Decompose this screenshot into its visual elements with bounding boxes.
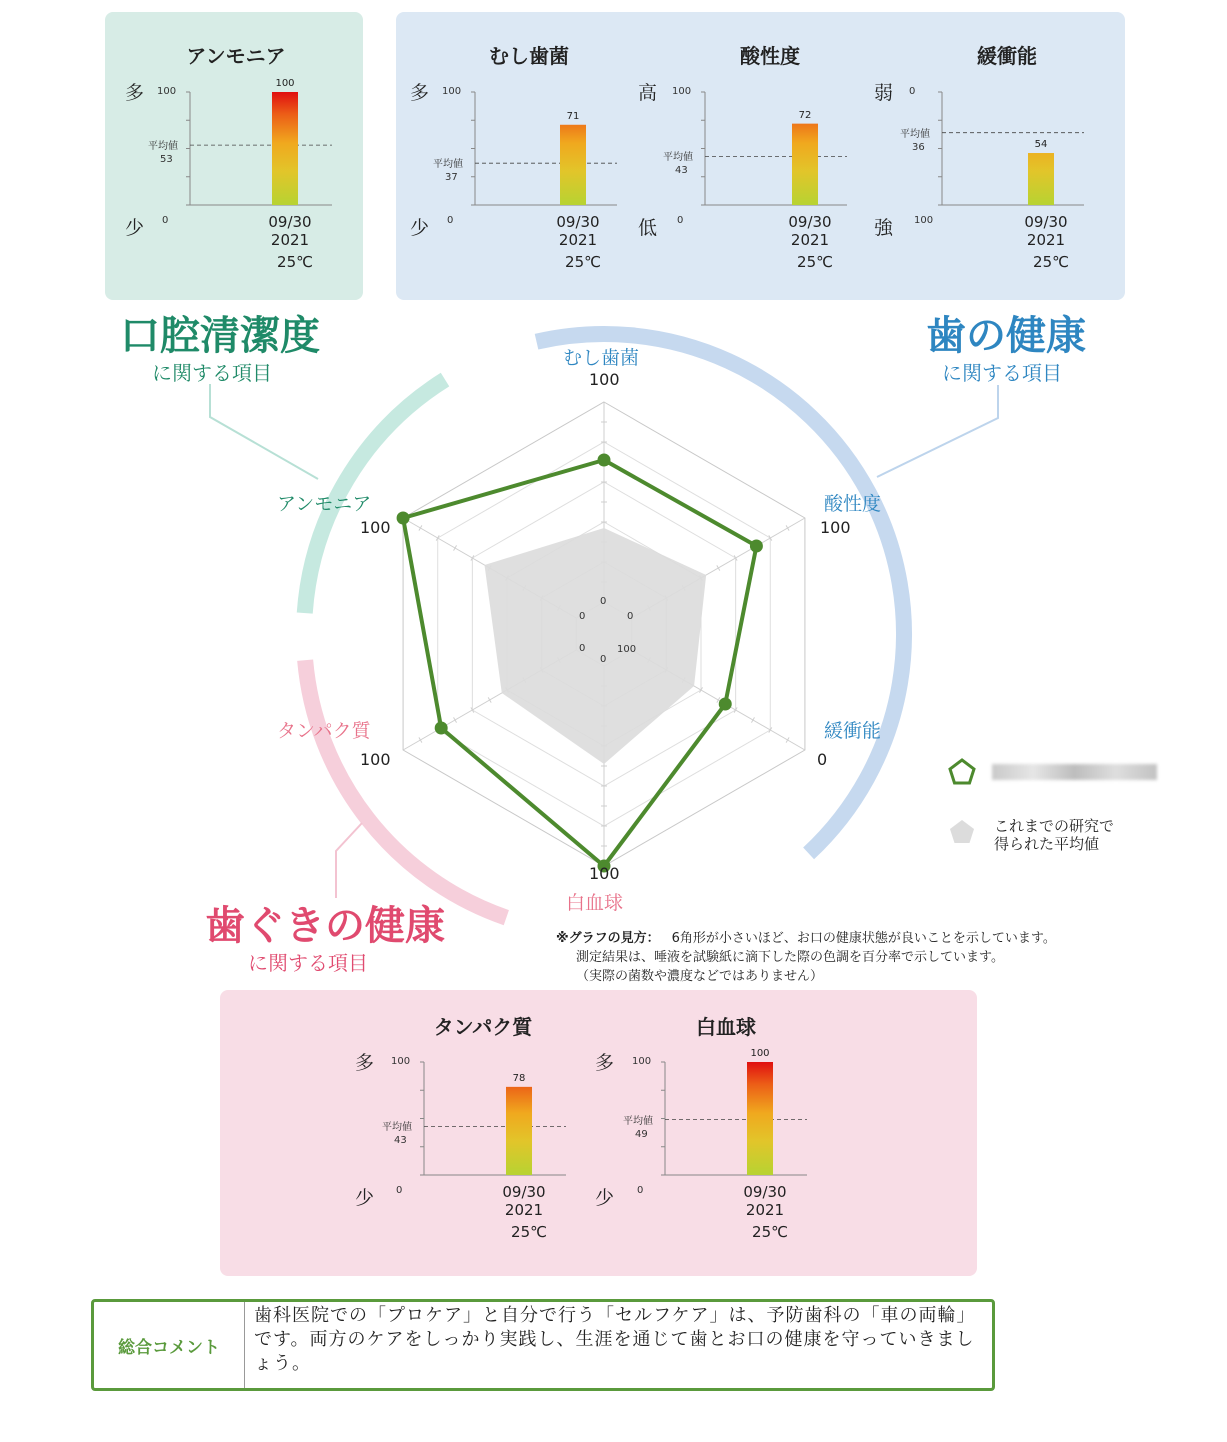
mini-bottom-tick-buffer: 100 (914, 215, 934, 226)
mini-title-caries: むし歯菌 (489, 44, 569, 68)
connector-oral (210, 384, 318, 479)
mini-title-protein: タンパク質 (433, 1015, 533, 1039)
axis-outer-protein: 100 (360, 750, 391, 769)
radar-spoke-tick (419, 737, 422, 742)
mini-date-line1: 09/30 (788, 213, 832, 231)
mini-bottom-tick-caries: 0 (447, 215, 454, 226)
axis-inner-ammonia: 0 (579, 611, 586, 622)
mini-top-word-ammonia: 多 (125, 82, 145, 104)
teeth-group-title: 歯の健康 (926, 313, 1086, 359)
mini-top-tick-ammonia: 100 (157, 86, 177, 97)
legend-current-label-redacted (992, 764, 1157, 780)
radar-point-0 (598, 454, 611, 467)
connector-gum (336, 823, 362, 898)
legend-average-label (994, 817, 1114, 853)
mini-temp-protein: 25℃ (511, 1223, 547, 1241)
mini-date-wbc (725, 1183, 805, 1219)
radar-spoke-tick (488, 697, 491, 702)
mini-value-caries: 71 (566, 110, 580, 122)
axis-inner-protein: 0 (579, 643, 586, 654)
mini-avg-value-wbc: 49 (635, 1128, 648, 1140)
axis-label-acidity: 酸性度 (824, 493, 882, 515)
radar-spoke-tick (786, 737, 789, 742)
axis-inner-acidity: 0 (627, 611, 634, 622)
teeth-group-subtitle: に関する項目 (942, 361, 1062, 385)
mini-temp-buffer: 25℃ (1033, 253, 1069, 271)
connector-teeth (877, 385, 998, 477)
mini-avg-label-ammonia: 平均値 (148, 141, 178, 153)
mini-bottom-tick-wbc: 0 (637, 1185, 644, 1196)
axis-label-wbc: 白血球 (566, 892, 624, 914)
axis-label-ammonia: アンモニア (277, 493, 372, 515)
radar-point-1 (750, 540, 763, 553)
mini-date-line2: 2021 (270, 231, 310, 249)
axis-label-protein: タンパク質 (277, 720, 371, 742)
axis-inner-caries: 0 (600, 596, 607, 607)
radar-spoke-tick (454, 545, 457, 550)
note-line1: 6角形が小さいほど、お口の健康状態が良いことを示しています。 (671, 931, 1056, 946)
axis-inner-wbc: 0 (600, 654, 607, 665)
mini-bottom-word-ammonia: 少 (125, 217, 145, 239)
mini-temp-ammonia: 25℃ (277, 253, 313, 271)
mini-date-line1: 09/30 (743, 1183, 787, 1201)
mini-top-tick-acidity: 100 (672, 86, 692, 97)
mini-date-line2: 2021 (558, 231, 598, 249)
mini-date-line1: 09/30 (268, 213, 312, 231)
mini-date-line2: 2021 (504, 1201, 544, 1219)
note-line2: 測定結果は、唾液を試験紙に滴下した際の色調を百分率で示しています。 (576, 950, 1004, 965)
legend-average-line1: これまでの研究で (994, 817, 1115, 835)
mini-temp-caries: 25℃ (565, 253, 601, 271)
mini-top-word-protein: 多 (355, 1052, 375, 1074)
mini-date-line1: 09/30 (556, 213, 600, 231)
mini-bottom-tick-acidity: 0 (677, 215, 684, 226)
radar-spoke-tick (786, 525, 789, 530)
axis-inner-buffer: 100 (617, 644, 637, 655)
mini-top-tick-buffer: 0 (909, 86, 916, 97)
axis-outer-acidity: 100 (820, 518, 851, 537)
mini-value-wbc: 100 (750, 1048, 770, 1059)
legend-average-line2: 得られた平均値 (994, 835, 1100, 853)
note-heading: ※グラフの見方： (556, 931, 660, 946)
mini-title-buffer: 緩衝能 (977, 44, 1037, 68)
mini-avg-label-acidity: 平均値 (663, 152, 693, 164)
mini-bottom-tick-protein: 0 (396, 1185, 403, 1196)
radar-point-4 (435, 722, 448, 735)
mini-bar-wbc (747, 1062, 773, 1175)
mini-bottom-word-buffer: 強 (874, 217, 894, 239)
gum-group-subtitle: に関する項目 (248, 951, 368, 975)
radar-spoke-tick (419, 525, 422, 530)
mini-bottom-word-acidity: 低 (638, 217, 658, 239)
mini-top-word-buffer: 弱 (874, 82, 894, 104)
mini-avg-value-protein: 43 (394, 1135, 407, 1147)
mini-top-word-wbc: 多 (595, 1052, 615, 1074)
mini-value-protein: 78 (512, 1072, 526, 1084)
legend-current-icon (947, 757, 977, 787)
mini-date-line2: 2021 (790, 231, 830, 249)
mini-avg-value-acidity: 43 (675, 165, 688, 177)
radar-spoke-tick (454, 717, 457, 722)
mini-top-tick-caries: 100 (442, 86, 462, 97)
mini-value-ammonia: 100 (275, 78, 295, 89)
axis-outer-wbc: 100 (589, 864, 620, 883)
mini-title-wbc: 白血球 (696, 1015, 756, 1039)
mini-top-word-caries: 多 (410, 82, 430, 104)
mini-date-line2: 2021 (1026, 231, 1066, 249)
mini-avg-value-caries: 37 (445, 172, 458, 184)
radar-point-2 (719, 698, 732, 711)
mini-value-buffer: 54 (1034, 139, 1048, 151)
radar-spoke-tick (717, 565, 720, 570)
mini-date-line1: 09/30 (502, 1183, 546, 1201)
gum-group-title: 歯ぐきの健康 (205, 903, 445, 949)
mini-date-line2: 2021 (745, 1201, 785, 1219)
mini-bottom-tick-ammonia: 0 (162, 215, 169, 226)
overall-comment-box (91, 1299, 995, 1391)
chart-note (556, 929, 1056, 986)
mini-avg-label-protein: 平均値 (382, 1122, 412, 1134)
axis-outer-ammonia: 100 (360, 518, 391, 537)
axis-label-caries: むし歯菌 (563, 347, 640, 369)
radar-average-area (484, 528, 706, 764)
mini-date-line1: 09/30 (1024, 213, 1068, 231)
axis-outer-buffer: 0 (817, 750, 828, 769)
mini-value-acidity: 72 (798, 109, 812, 121)
mini-avg-label-buffer: 平均値 (900, 128, 930, 140)
radar-point-5 (397, 512, 410, 525)
mini-avg-label-wbc: 平均値 (623, 1115, 653, 1127)
mini-top-tick-protein: 100 (391, 1056, 411, 1067)
mini-title-acidity: 酸性度 (740, 44, 800, 68)
mini-avg-value-ammonia: 53 (160, 154, 173, 166)
axis-label-buffer: 緩衝能 (824, 720, 882, 742)
legend-average-icon (947, 817, 977, 847)
mini-bottom-word-caries: 少 (410, 217, 430, 239)
mini-temp-wbc: 25℃ (752, 1223, 788, 1241)
oral-group-title: 口腔清潔度 (120, 313, 320, 359)
mini-temp-acidity: 25℃ (797, 253, 833, 271)
radar-spoke-tick (751, 717, 754, 722)
mini-avg-value-buffer: 36 (912, 141, 925, 153)
mini-title-ammonia: アンモニア (186, 44, 286, 68)
mini-top-tick-wbc: 100 (632, 1056, 652, 1067)
mini-top-word-acidity: 高 (638, 82, 658, 104)
mini-bottom-word-protein: 少 (355, 1187, 375, 1209)
overall-comment-text: 歯科医院での「プロケア」と自分で行う「セルフケア」は、予防歯科の「車の両輪」です。両方のケアをしっかり実践し、生涯を通じて歯とお口の健康を守っていきましょう。 (254, 1305, 976, 1374)
overall-comment-label: 総合コメント (94, 1302, 245, 1388)
mini-bottom-word-wbc: 少 (595, 1187, 615, 1209)
note-line3: （実際の菌数や濃度などではありません） (576, 969, 824, 984)
oral-group-subtitle: に関する項目 (152, 361, 272, 385)
mini-avg-label-caries: 平均値 (433, 159, 463, 171)
axis-outer-caries: 100 (589, 370, 620, 389)
